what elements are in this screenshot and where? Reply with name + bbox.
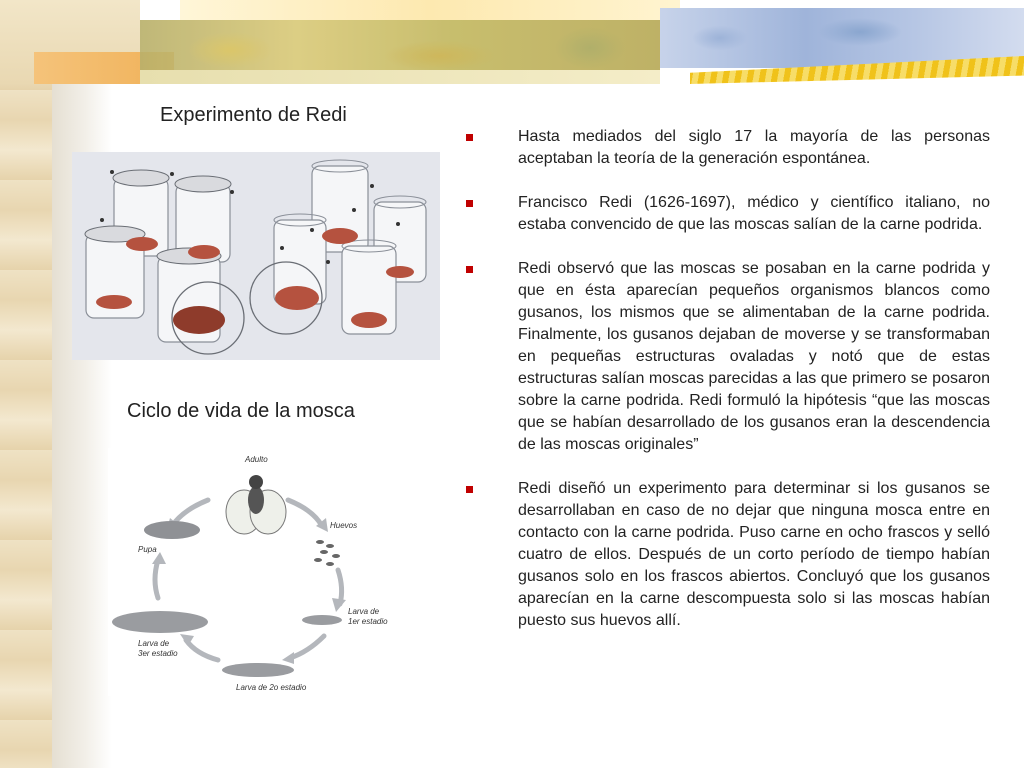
label-larva1-line1: Larva de [348,607,380,616]
label-larva3-line2: 3er estadio [138,649,178,658]
bullet-list [466,126,990,654]
life-cycle-diagram-icon [108,448,394,696]
jars-illustration-icon [72,152,440,360]
label-adult: Adulto [245,455,268,464]
label-eggs: Huevos [330,521,358,530]
fly-life-cycle-image [108,448,394,696]
redi-jars-image [72,152,440,360]
label-pupa: Pupa [138,545,157,554]
bullet-item-1: Hasta mediados del siglo 17 la mayoría de las personas aceptaban la teoría de la generación espontánea. [466,126,990,170]
label-larva1-line2: 1er estadio [348,617,388,626]
experiment-title: Experimento de Redi [160,104,347,126]
label-larva2: Larva de 2o estadio [236,683,307,692]
decorative-top-banner [0,0,1024,84]
bullet-item-2: Francisco Redi (1626-1697), médico y científico italiano, no estaba convencido de que las moscas salían de la carne podrida. [466,192,990,236]
background-left-strip [0,0,52,768]
label-larva3-line1: Larva de [138,639,170,648]
bullet-item-3: Redi observó que las moscas se posaban en la carne podrida y que en ésta aparecían pequeños organismos blancos como gusanos, los mismos que se alimentaban de la carne podrida. Finalmente, los gusanos dejaban de moverse y se transformaban en pequeñas estructuras ovaladas y notó que de estas estructuras salían moscas parecidas a las que primero se posaron sobre la carne podrida. Redi formuló la hipótesis “que las moscas que se habían desarrollado de los gusanos eran la descendencia de las moscas originales” [466,258,990,456]
bullet-item-4: Redi diseñó un experimento para determinar si los gusanos se desarrollaban en caso de no dejar que ninguna mosca entre en contacto con la carne podrida. Puso carne en ocho frascos y selló cuatro de ellos. Después de un corto período de tiempo habían gusanos solo en los frascos abiertos. Concluyó que los gusanos aparecían en la carne descompuesta solo si las moscas habían puesto sus huevos allí. [466,478,990,632]
cycle-title: Ciclo de vida de la mosca [127,400,355,422]
